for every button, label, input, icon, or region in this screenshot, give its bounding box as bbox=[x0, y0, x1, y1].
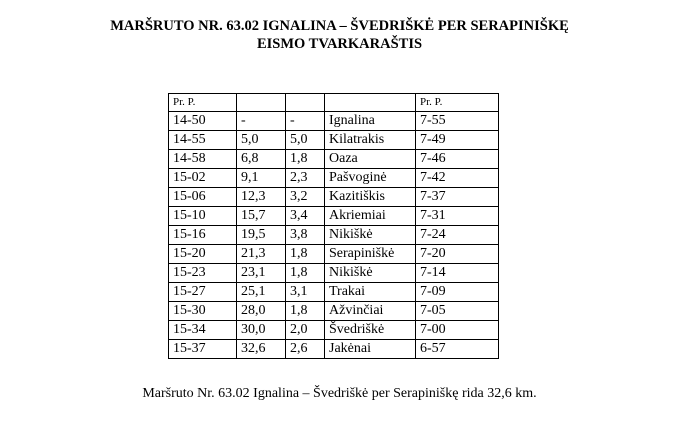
stop-name-cell: Ažvinčiai bbox=[325, 302, 416, 321]
departure-time-cell: 15-23 bbox=[169, 264, 237, 283]
cumulative-distance-cell: 9,1 bbox=[237, 169, 286, 188]
departure-time-cell: 14-58 bbox=[169, 150, 237, 169]
document-title-line-1: MARŠRUTO NR. 63.02 IGNALINA – ŠVEDRIŠKĖ PER SERAPINIŠKĘ bbox=[110, 18, 569, 34]
header-departure-time: Pr. P. bbox=[169, 94, 237, 112]
segment-distance-cell: 3,1 bbox=[286, 283, 325, 302]
stop-name-cell: Jakėnai bbox=[325, 340, 416, 359]
return-time-cell: 7-49 bbox=[416, 131, 499, 150]
departure-time-cell: 15-16 bbox=[169, 226, 237, 245]
stop-name-cell: Ignalina bbox=[325, 112, 416, 131]
segment-distance-cell: 1,8 bbox=[286, 302, 325, 321]
table-row bbox=[169, 283, 499, 302]
stop-name-cell: Akriemiai bbox=[325, 207, 416, 226]
departure-time-cell: 15-27 bbox=[169, 283, 237, 302]
departure-time-cell: 15-34 bbox=[169, 321, 237, 340]
return-time-cell: 7-24 bbox=[416, 226, 499, 245]
header-return-time: Pr. P. bbox=[416, 94, 499, 112]
stop-name-cell: Nikiškė bbox=[325, 226, 416, 245]
stop-name-cell: Serapiniškė bbox=[325, 245, 416, 264]
return-time-cell: 6-57 bbox=[416, 340, 499, 359]
cumulative-distance-cell: 30,0 bbox=[237, 321, 286, 340]
table-row bbox=[169, 207, 499, 226]
stop-name-cell: Švedriškė bbox=[325, 321, 416, 340]
return-time-cell: 7-55 bbox=[416, 112, 499, 131]
stop-name-cell: Kazitiškis bbox=[325, 188, 416, 207]
return-time-cell: 7-42 bbox=[416, 169, 499, 188]
stop-name-cell: Nikiškė bbox=[325, 264, 416, 283]
table-row bbox=[169, 226, 499, 245]
return-time-cell: 7-14 bbox=[416, 264, 499, 283]
return-time-cell: 7-20 bbox=[416, 245, 499, 264]
stop-name-cell: Pašvoginė bbox=[325, 169, 416, 188]
return-time-cell: 7-05 bbox=[416, 302, 499, 321]
route-distance-note: Maršruto Nr. 63.02 Ignalina – Švedriškė per Serapiniškę rida 32,6 km. bbox=[142, 386, 537, 401]
cumulative-distance-cell: - bbox=[237, 112, 286, 131]
cumulative-distance-cell: 19,5 bbox=[237, 226, 286, 245]
cumulative-distance-cell: 6,8 bbox=[237, 150, 286, 169]
return-time-cell: 7-46 bbox=[416, 150, 499, 169]
departure-time-cell: 15-02 bbox=[169, 169, 237, 188]
cumulative-distance-cell: 5,0 bbox=[237, 131, 286, 150]
table-row bbox=[169, 264, 499, 283]
segment-distance-cell: 1,8 bbox=[286, 150, 325, 169]
cumulative-distance-cell: 23,1 bbox=[237, 264, 286, 283]
segment-distance-cell: 3,4 bbox=[286, 207, 325, 226]
departure-time-cell: 14-55 bbox=[169, 131, 237, 150]
cumulative-distance-cell: 25,1 bbox=[237, 283, 286, 302]
table-row bbox=[169, 321, 499, 340]
table-row bbox=[169, 340, 499, 359]
return-time-cell: 7-09 bbox=[416, 283, 499, 302]
header-stop-name bbox=[325, 94, 416, 112]
departure-time-cell: 15-10 bbox=[169, 207, 237, 226]
table-row bbox=[169, 150, 499, 169]
departure-time-cell: 15-30 bbox=[169, 302, 237, 321]
departure-time-cell: 15-37 bbox=[169, 340, 237, 359]
table-row bbox=[169, 245, 499, 264]
cumulative-distance-cell: 15,7 bbox=[237, 207, 286, 226]
segment-distance-cell: - bbox=[286, 112, 325, 131]
table-row bbox=[169, 112, 499, 131]
departure-time-cell: 15-06 bbox=[169, 188, 237, 207]
cumulative-distance-cell: 32,6 bbox=[237, 340, 286, 359]
return-time-cell: 7-31 bbox=[416, 207, 499, 226]
segment-distance-cell: 2,0 bbox=[286, 321, 325, 340]
departure-time-cell: 15-20 bbox=[169, 245, 237, 264]
departure-time-cell: 14-50 bbox=[169, 112, 237, 131]
table-row bbox=[169, 131, 499, 150]
table-header-row bbox=[169, 94, 499, 112]
document-title-line-2: EISMO TVARKARAŠTIS bbox=[256, 36, 423, 52]
segment-distance-cell: 2,3 bbox=[286, 169, 325, 188]
stop-name-cell: Kilatrakis bbox=[325, 131, 416, 150]
return-time-cell: 7-37 bbox=[416, 188, 499, 207]
header-cumulative-distance bbox=[237, 94, 286, 112]
table-row bbox=[169, 188, 499, 207]
schedule-table bbox=[168, 93, 499, 359]
return-time-cell: 7-00 bbox=[416, 321, 499, 340]
table-row bbox=[169, 169, 499, 188]
segment-distance-cell: 5,0 bbox=[286, 131, 325, 150]
stop-name-cell: Trakai bbox=[325, 283, 416, 302]
segment-distance-cell: 1,8 bbox=[286, 245, 325, 264]
header-segment-distance bbox=[286, 94, 325, 112]
cumulative-distance-cell: 21,3 bbox=[237, 245, 286, 264]
segment-distance-cell: 3,8 bbox=[286, 226, 325, 245]
cumulative-distance-cell: 28,0 bbox=[237, 302, 286, 321]
schedule-table-body bbox=[169, 94, 499, 359]
stop-name-cell: Oaza bbox=[325, 150, 416, 169]
segment-distance-cell: 2,6 bbox=[286, 340, 325, 359]
segment-distance-cell: 3,2 bbox=[286, 188, 325, 207]
cumulative-distance-cell: 12,3 bbox=[237, 188, 286, 207]
table-row bbox=[169, 302, 499, 321]
segment-distance-cell: 1,8 bbox=[286, 264, 325, 283]
